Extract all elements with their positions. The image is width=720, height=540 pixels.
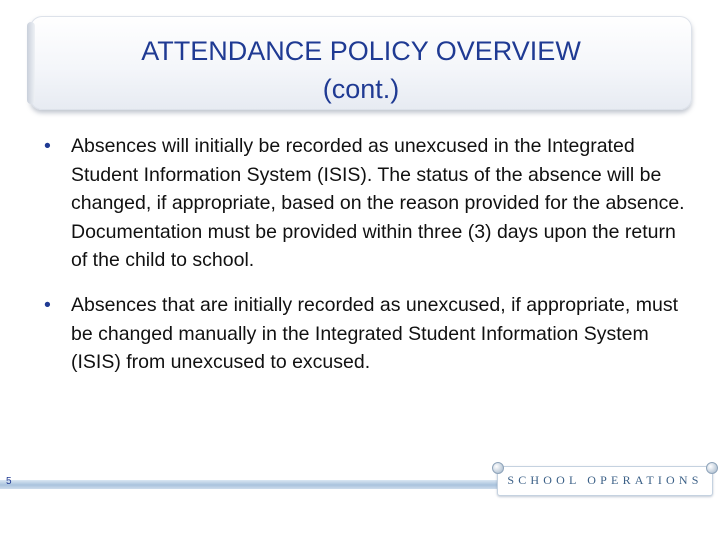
- bullet-list: [44, 132, 694, 393]
- slide-title-line-2: (cont.): [322, 74, 400, 104]
- bullet-icon: •: [44, 135, 51, 157]
- page-number: 5: [6, 476, 12, 487]
- bullet-text-1: Absences will initially be recorded as unexcused in the Integrated Student Information System (ISIS). The status of the absence will be changed, if appropriate, based on the reason provided for the absence. Documentation must be provided within three (3) days upon the return of the child to school.: [71, 135, 685, 272]
- bullet-icon: •: [44, 293, 51, 316]
- bullet-text-2: Absences that are initially recorded as unexcused, if appropriate, must be changed manually in the Integrated Student Information System (ISIS) from unexcused to excused.: [71, 293, 678, 374]
- school-operations-text: SCHOOL OPERATIONS: [507, 473, 703, 487]
- slide-title: [30, 32, 692, 108]
- slide-title-line-1: ATTENDANCE POLICY OVERVIEW: [141, 36, 581, 66]
- bullet-item-1: [44, 132, 694, 275]
- school-operations-logo: [497, 466, 713, 496]
- bullet-item-2: [44, 291, 694, 377]
- title-box: [30, 16, 692, 110]
